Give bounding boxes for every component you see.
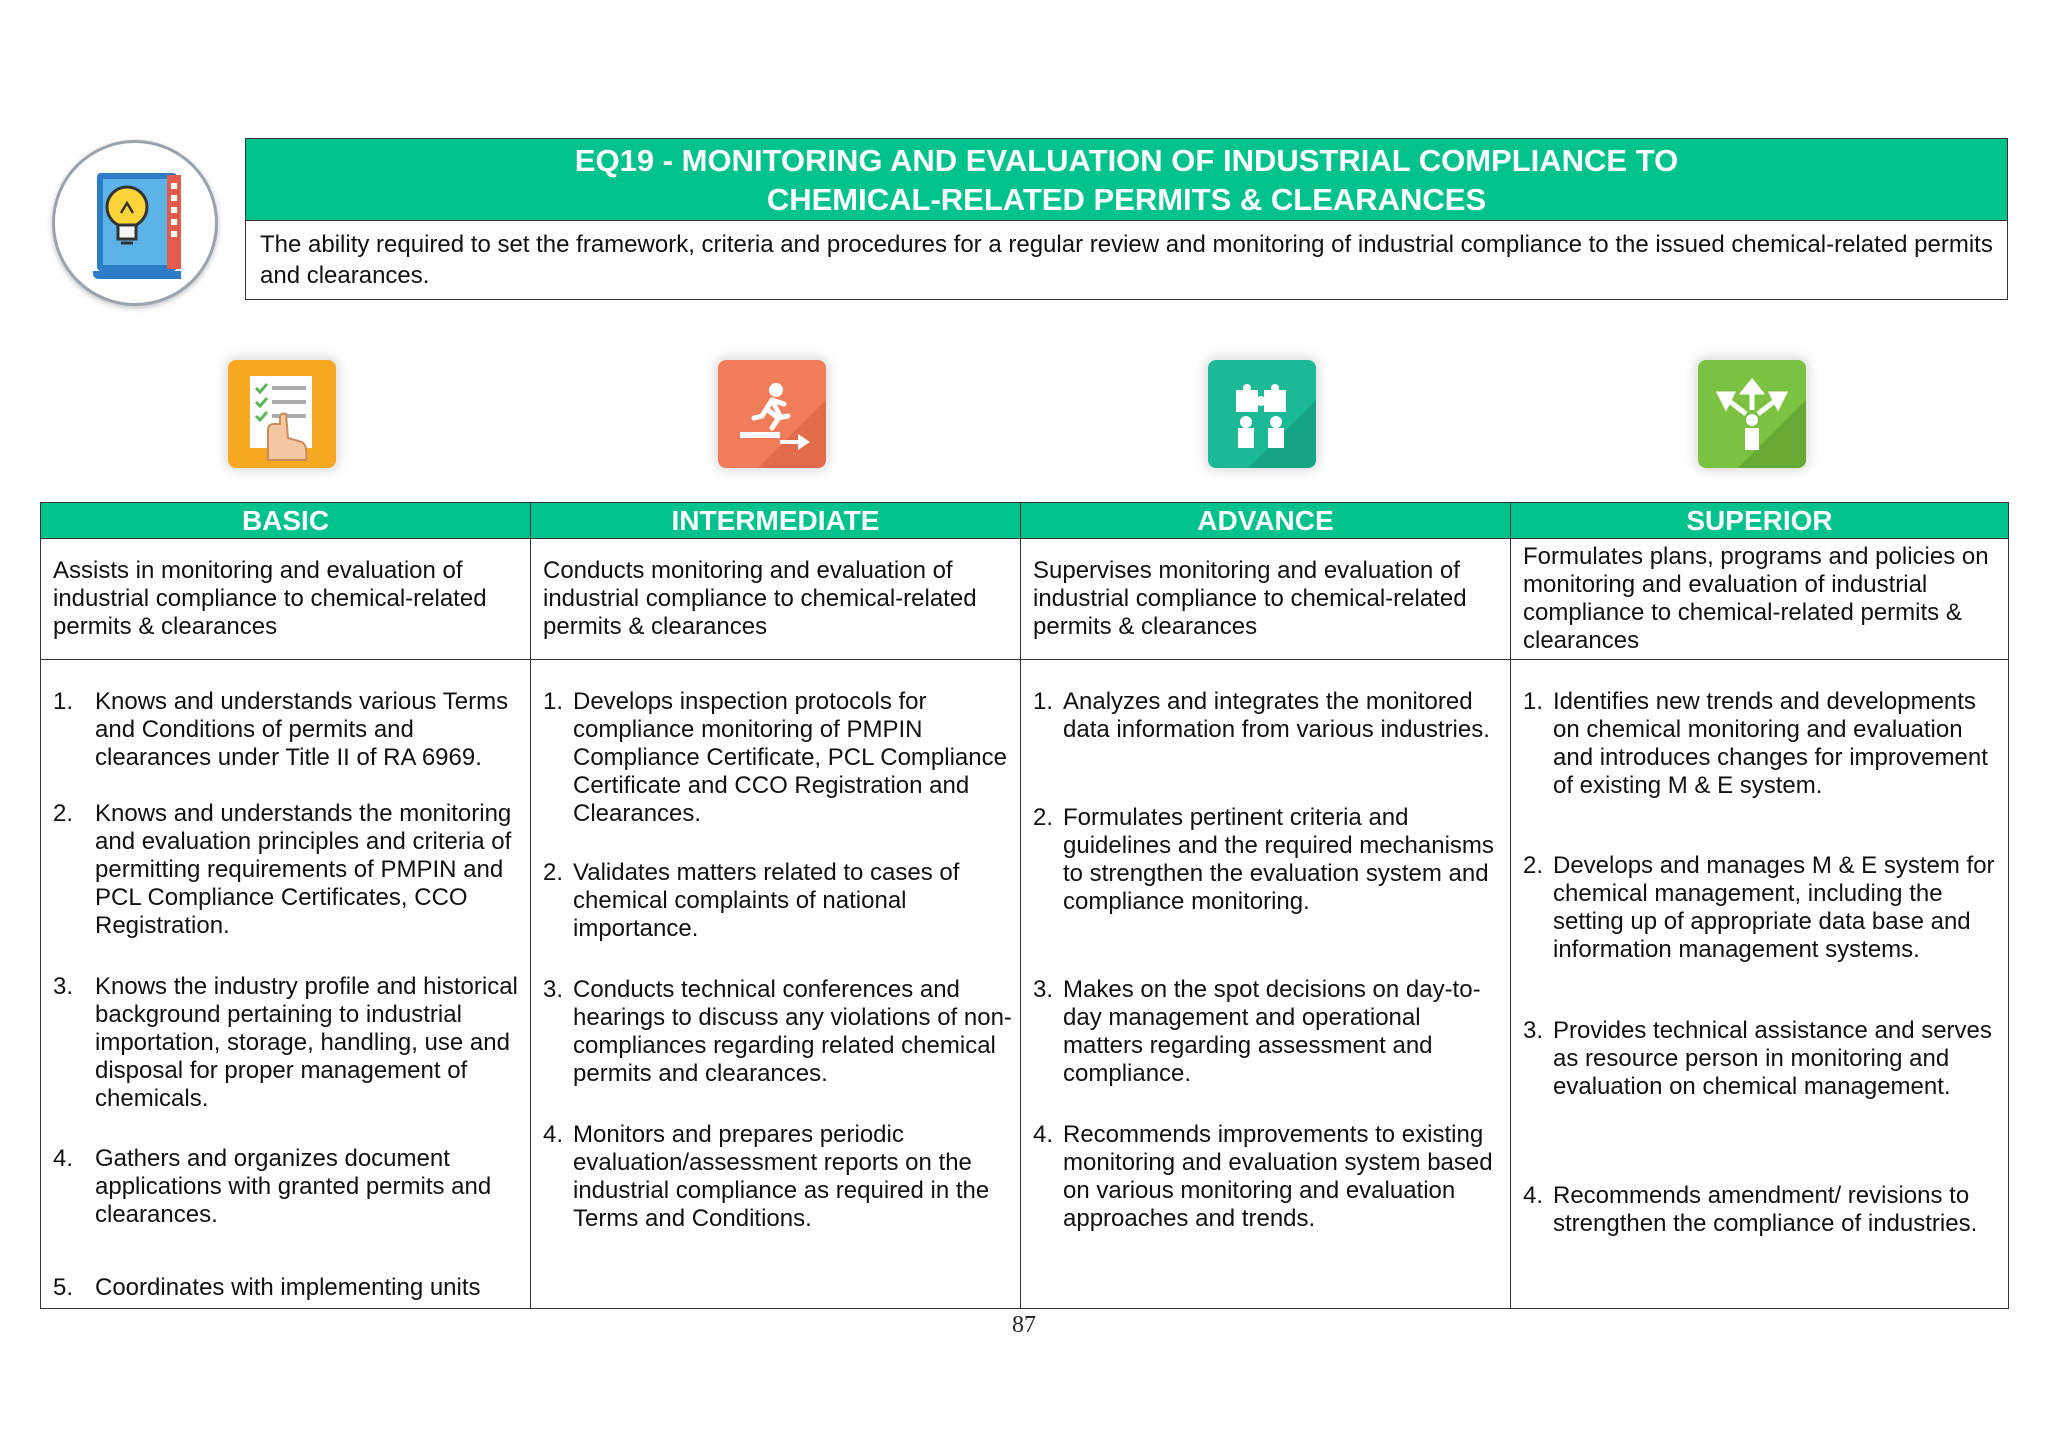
lightbulb-book-icon [52, 140, 218, 306]
details-intermediate [531, 660, 1021, 1309]
list-item: 3. Makes on the spot decisions on day-to-day management and operational matters regarding assessment and compliance. [1033, 976, 1481, 1087]
level-header-advance: ADVANCE [1021, 503, 1511, 539]
summary-intermediate: Conducts monitoring and evaluation of industrial compliance to chemical-related permits & clearances [531, 539, 1021, 660]
list-item: 1. Identifies new trends and developments on chemical monitoring and evaluation and introduces changes for improvement of existing M & E system. [1523, 688, 1988, 799]
level-header-intermediate: INTERMEDIATE [531, 503, 1021, 539]
list-item: 1. Knows and understands various Terms and Conditions of permits and clearances under Title II of RA 6969. [53, 688, 509, 771]
list-item: 2. Knows and understands the monitoring and evaluation principles and criteria of permitting requirements of PMPIN and PCL Compliance Certificates, CCO Registration. [53, 800, 512, 939]
summary-basic: Assists in monitoring and evaluation of industrial compliance to chemical-related permits & clearances [41, 539, 531, 660]
list-item: 4. Recommends amendment/ revisions to strengthen the compliance of industries. [1523, 1182, 1978, 1237]
competency-header [245, 138, 2008, 300]
list-item: 4. Recommends improvements to existing monitoring and evaluation system based on various monitoring and evaluation approaches and trends. [1033, 1121, 1493, 1232]
person-crossroads-arrows-icon [1688, 350, 1816, 478]
list-item: 5. Coordinates with implementing units [53, 1274, 481, 1301]
list-item: 2. Develops and manages M & E system for chemical management, including the setting up of appropriate data base and information management systems. [1523, 852, 1995, 963]
competency-description: The ability required to set the framework, criteria and procedures for a regular review and monitoring of industrial compliance to the issued chemical-related permits and clearances. [260, 231, 1993, 289]
list-item: 2. Formulates pertinent criteria and guidelines and the required mechanisms to strengthen the evaluation system and compliance monitoring. [1033, 804, 1494, 915]
summary-superior: Formulates plans, programs and policies on monitoring and evaluation of industrial compliance to chemical-related permits & clearances [1511, 539, 2009, 660]
levels-details-row [41, 660, 2009, 1309]
title-line-2: CHEMICAL-RELATED PERMITS & CLEARANCES [766, 182, 1487, 217]
list-item: 1. Analyzes and integrates the monitored data information from various industries. [1033, 688, 1490, 743]
person-climbing-stairs-icon [708, 350, 836, 478]
details-superior [1511, 660, 2009, 1309]
proficiency-levels-table [40, 502, 2009, 1309]
level-header-superior: SUPERIOR [1511, 503, 2009, 539]
competency-title [246, 139, 2007, 221]
puzzle-teamwork-icon [1198, 350, 1326, 478]
details-basic [41, 660, 531, 1309]
summary-advance: Supervises monitoring and evaluation of industrial compliance to chemical-related permits & clearances [1021, 539, 1511, 660]
list-item: 3. Conducts technical conferences and hearings to discuss any violations of non-compliances regarding related chemical permits and clearances. [543, 976, 1012, 1087]
levels-header-row [41, 503, 2009, 539]
list-item: 4. Gathers and organizes document applications with granted permits and clearances. [53, 1145, 492, 1228]
levels-summary-row [41, 539, 2009, 660]
title-line-1: EQ19 - MONITORING AND EVALUATION OF INDUSTRIAL COMPLIANCE TO [574, 143, 1679, 178]
list-item: 1. Develops inspection protocols for compliance monitoring of PMPIN Compliance Certificate, PCL Compliance Certificate and CCO Registration and Clearances. [543, 688, 1007, 827]
level-header-basic: BASIC [41, 503, 531, 539]
list-item: 3. Knows the industry profile and historical background pertaining to industrial importation, storage, handling, use and disposal for proper management of chemicals. [53, 973, 518, 1112]
list-item: 2. Validates matters related to cases of chemical complaints of national importance. [543, 859, 960, 942]
list-item: 4. Monitors and prepares periodic evaluation/assessment reports on the industrial compliance as required in the Terms and Conditions. [543, 1121, 990, 1232]
page-number: 87 [1012, 1312, 1036, 1338]
list-item: 3. Provides technical assistance and serves as resource person in monitoring and evaluation on chemical management. [1523, 1017, 1992, 1100]
checklist-clipboard-icon [218, 350, 346, 478]
details-advance [1021, 660, 1511, 1309]
